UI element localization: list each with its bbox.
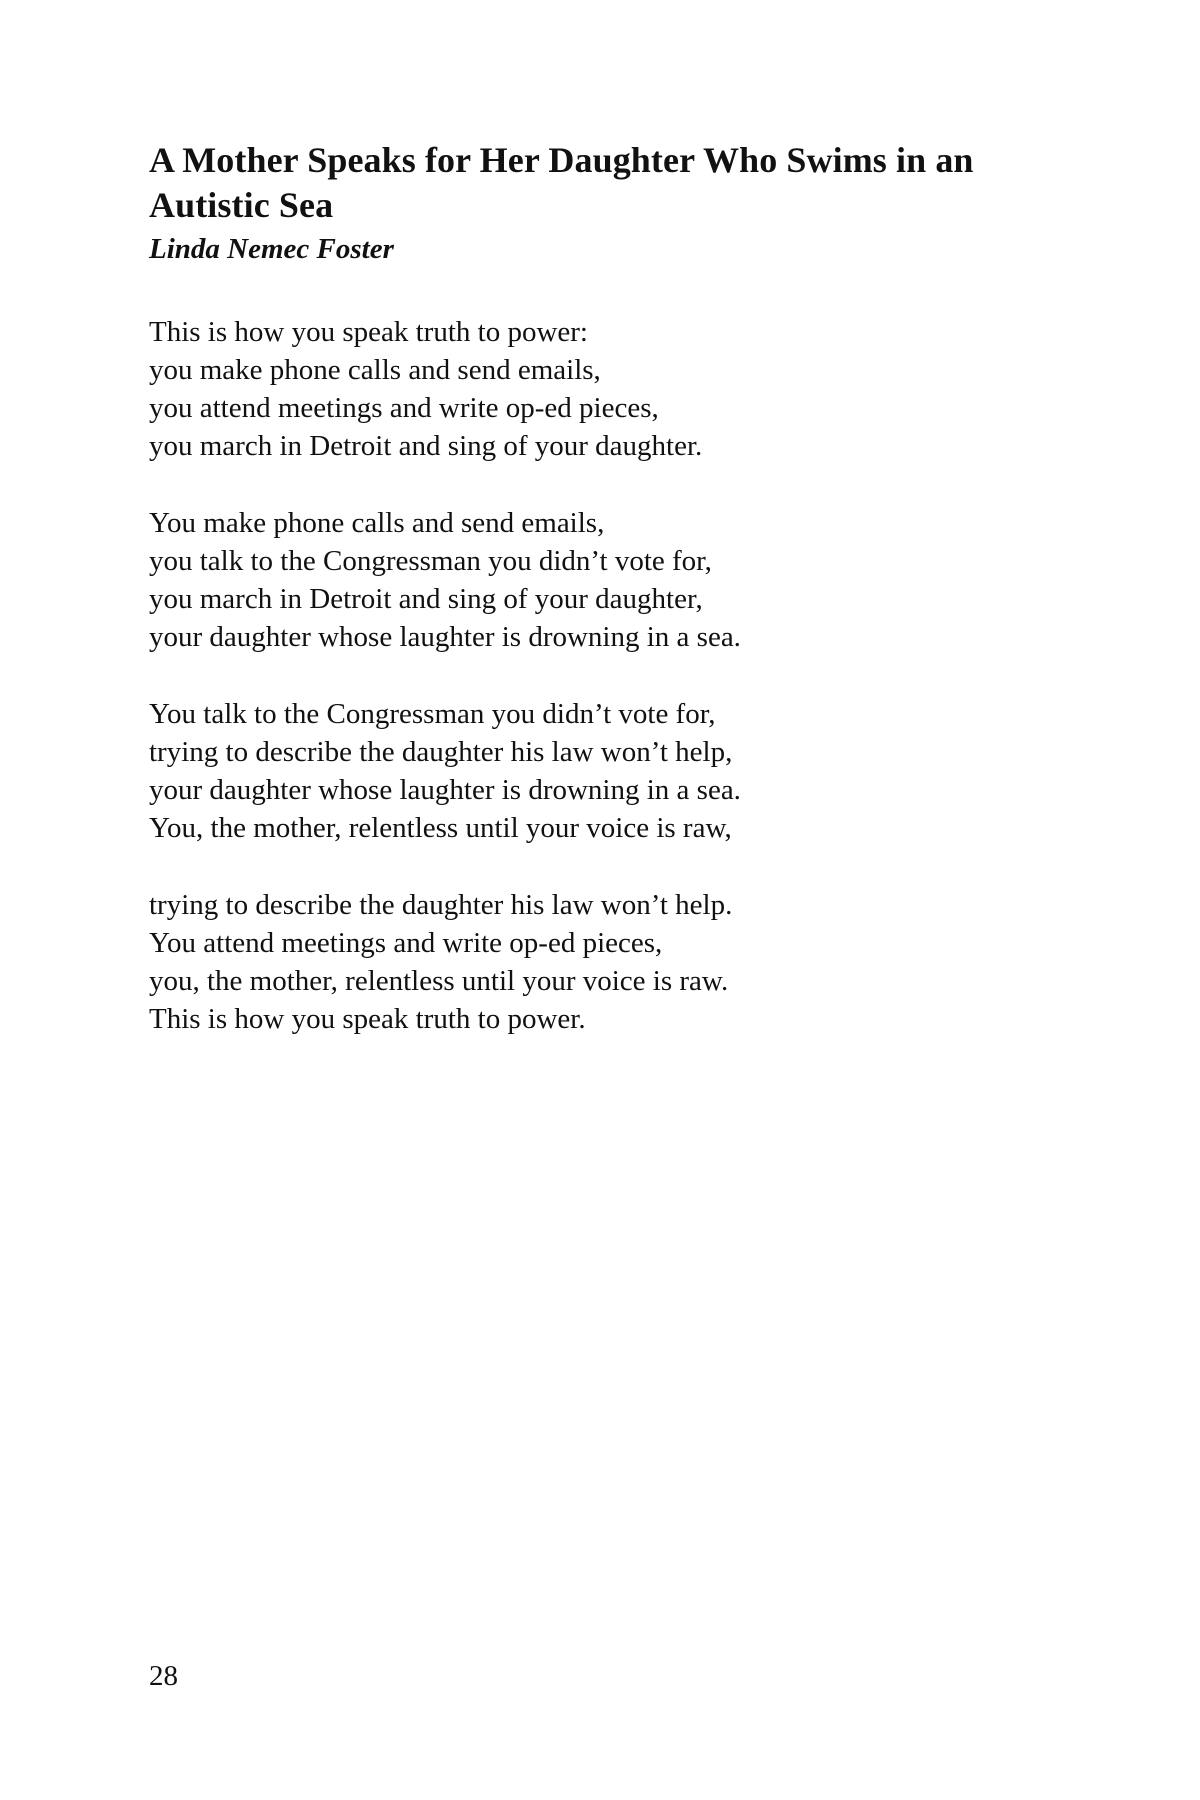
poem-line: This is how you speak truth to power: bbox=[149, 316, 588, 348]
poem-line: You attend meetings and write op-ed pieces, bbox=[149, 927, 663, 959]
stanza-3 bbox=[149, 695, 1099, 847]
poem-line: You make phone calls and send emails, bbox=[149, 507, 605, 539]
stanza-4 bbox=[149, 886, 1099, 1038]
poem-line: you march in Detroit and sing of your daughter, bbox=[149, 583, 703, 615]
stanza-1 bbox=[149, 313, 1099, 465]
poem-title: A Mother Speaks for Her Daughter Who Swims in an Autistic Sea bbox=[149, 140, 974, 225]
poem-line: you attend meetings and write op-ed pieces, bbox=[149, 392, 659, 424]
poem-line: you, the mother, relentless until your voice is raw. bbox=[149, 965, 729, 997]
stanza-2 bbox=[149, 504, 1099, 656]
poem-line: you make phone calls and send emails, bbox=[149, 354, 601, 386]
poem-line: You, the mother, relentless until your voice is raw, bbox=[149, 812, 732, 844]
poem-line: You talk to the Congressman you didn’t vote for, bbox=[149, 698, 716, 730]
poem-line: your daughter whose laughter is drowning in a sea. bbox=[149, 621, 741, 653]
page-number: 28 bbox=[149, 1660, 178, 1692]
poem-line: trying to describe the daughter his law won’t help, bbox=[149, 736, 733, 768]
poem-line: you talk to the Congressman you didn’t vote for, bbox=[149, 545, 712, 577]
poem-line: This is how you speak truth to power. bbox=[149, 1003, 586, 1035]
poem-line: you march in Detroit and sing of your daughter. bbox=[149, 430, 703, 462]
poem-line: your daughter whose laughter is drowning in a sea. bbox=[149, 774, 741, 806]
poem-author: Linda Nemec Foster bbox=[149, 233, 394, 265]
poem-line: trying to describe the daughter his law won’t help. bbox=[149, 889, 733, 921]
